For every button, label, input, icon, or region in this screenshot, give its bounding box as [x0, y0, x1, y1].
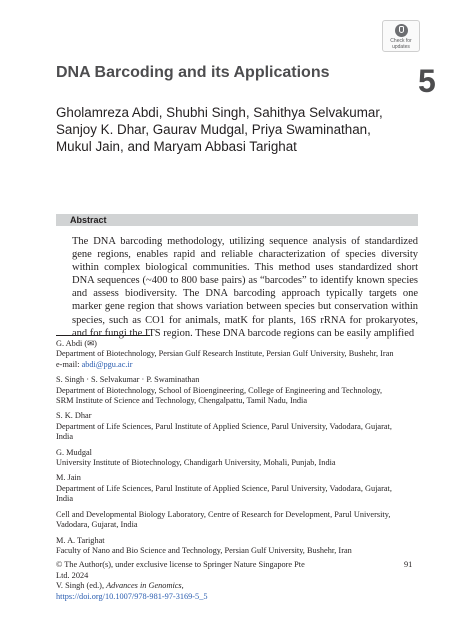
affiliation-department: Department of Biotechnology, Persian Gulf Research Institute, Persian Gulf University, Bushehr, Iran	[56, 349, 394, 359]
affiliation-department: Department of Biotechnology, School of Bioengineering, College of Engineering and Technology, SRM Institute of Science and Technology, Chengalpattu, Tamil Nadu, India	[56, 385, 383, 406]
copyright-year: Ltd. 2024	[56, 570, 89, 580]
affiliation-names: G. Mudgal	[56, 447, 92, 457]
affiliation-names: M. A. Tarighat	[56, 535, 105, 545]
affiliation-names: M. Jain	[56, 473, 81, 483]
affiliation-department: Department of Life Sciences, Parul Institute of Applied Science, Parul University, Vadodara, Gujarat, India	[56, 483, 392, 504]
email-line	[56, 360, 396, 370]
doi-link[interactable]: https://doi.org/10.1007/978-981-97-3169-5_5	[56, 591, 208, 601]
author-list	[56, 104, 416, 155]
badge-line-2: updates	[392, 44, 410, 50]
email-link[interactable]: abdi@pgu.ac.ir	[81, 359, 133, 369]
footnote-divider	[56, 335, 150, 336]
author-line: Mukul Jain, and Maryam Abbasi Tarighat	[56, 139, 297, 154]
chapter-number: 5	[418, 63, 436, 99]
affiliation-item	[56, 473, 396, 504]
affiliation-department: Cell and Developmental Biology Laboratory, Centre of Research for Development, Parul University, Vadodara, Gujarat, India	[56, 509, 391, 530]
email-label: e-mail:	[56, 359, 82, 369]
book-citation	[56, 581, 356, 592]
affiliations	[56, 339, 396, 561]
affiliation-item	[56, 375, 396, 406]
bookmark-icon	[395, 24, 408, 37]
affiliation-item	[56, 411, 396, 442]
affiliation-names: G. Abdi (✉)	[56, 339, 97, 348]
book-editor: V. Singh (ed.),	[56, 581, 107, 591]
affiliation-item	[56, 448, 396, 469]
copyright-footer	[56, 560, 356, 602]
affiliation-item	[56, 339, 396, 370]
book-title: Advances in Genomics	[106, 581, 182, 591]
author-line: Sanjoy K. Dhar, Gaurav Mudgal, Priya Swaminathan,	[56, 122, 371, 137]
book-suffix: ,	[181, 581, 184, 591]
affiliation-item	[56, 510, 396, 531]
badge-line-1: Check for	[390, 38, 412, 44]
chapter-title: DNA Barcoding and its Applications	[56, 64, 330, 81]
abstract-text: The DNA barcoding methodology, utilizing sequence analysis of standardized gene regions, enables rapid and reliable characterization of species diversity within complex biological communities. This method uses standardized short DNA sequences (~400 to 800 base pairs) as “barcodes” to identify known species and assess biodiversity. The DNA barcoding approach typically targets one marker gene region that shows variation between species but conservation within species, such as CO1 for animals, matK for plants, 16S rRNA for prokaryotes, and for fungi the ITS region. These DNA barcode regions can be easily amplified	[72, 236, 418, 339]
affiliation-department: Faculty of Nano and Bio Science and Technology, Persian Gulf University, Bushehr, Iran	[56, 545, 352, 555]
abstract-heading: Abstract	[56, 214, 418, 226]
affiliation-department: Department of Life Sciences, Parul Institute of Applied Science, Parul University, Vadodara, Gujarat, India	[56, 421, 392, 442]
copyright-line: © The Author(s), under exclusive license to Springer Nature Singapore Pte	[56, 560, 305, 569]
page-number: 91	[404, 560, 413, 569]
affiliation-names: S. K. Dhar	[56, 411, 92, 421]
affiliation-department: University Institute of Biotechnology, Chandigarh University, Mohali, Punjab, India	[56, 458, 336, 468]
check-for-updates-badge[interactable]	[382, 20, 420, 52]
author-line: Gholamreza Abdi, Shubhi Singh, Sahithya Selvakumar,	[56, 105, 383, 120]
affiliation-item	[56, 536, 396, 557]
affiliation-names: S. Singh · S. Selvakumar · P. Swaminathan	[56, 375, 200, 385]
